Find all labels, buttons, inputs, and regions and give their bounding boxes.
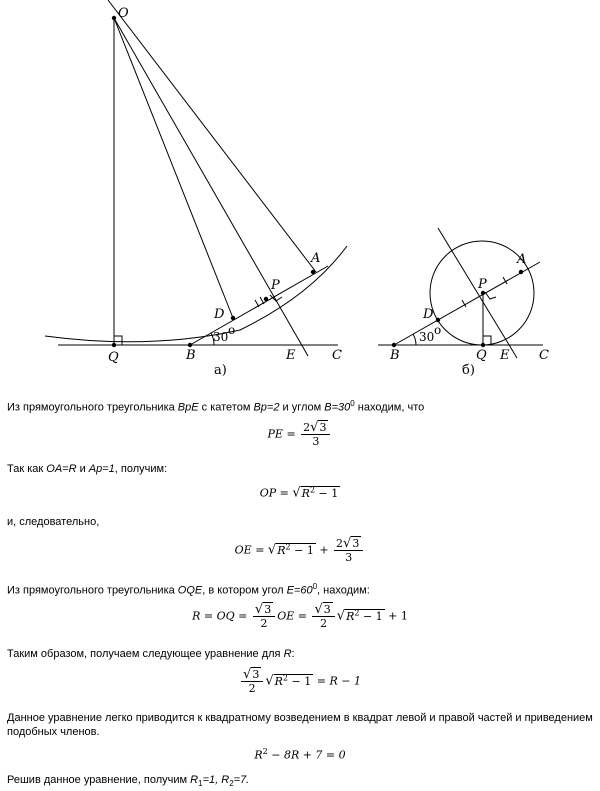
formula-oe: OE = $√R^2 - 1$ + $\frac{2√3}{3}$: [0, 537, 600, 564]
label-e-a: E: [286, 348, 296, 363]
paragraph-5: Таким образом, получаем следующее уравнение для R:: [7, 648, 295, 660]
paragraph-1: Из прямоугольного треугольника BpE с катетом Bp=2 и углом $B=30^0$ находим, что: [7, 399, 425, 414]
label-c-a: C: [332, 348, 342, 363]
figure-a-points: [112, 16, 315, 347]
label-c-b: C: [539, 348, 549, 363]
paragraph-3: и, следовательно,: [7, 516, 100, 528]
label-d-b: D: [423, 307, 434, 322]
geometry-figures: [0, 0, 600, 380]
figure-a-labels: [108, 6, 342, 378]
label-q-a: Q: [108, 350, 119, 365]
line-od-a: [114, 18, 233, 318]
label-d-a: D: [214, 307, 225, 322]
paragraph-4: Из прямоугольного треугольника OQE, в котором угол $E=60^0$, находим:: [7, 582, 370, 597]
label-a-b: A: [517, 252, 527, 267]
paragraph-7: Решив данное уравнение, получим $R_1=1$, $R_2=7$.: [7, 774, 250, 789]
formula-equation: $\frac{√3}{2}$ $√R^2 - 1 = R - 1$: [243, 667, 361, 695]
angle-degree-b: o: [434, 323, 442, 337]
label-p-b: P: [478, 277, 487, 292]
caption-a: а): [214, 363, 227, 378]
label-p-a: P: [271, 278, 280, 293]
tick-a1: [255, 300, 259, 307]
label-b-b: B: [390, 348, 400, 363]
figure-b: [378, 228, 543, 358]
formula-op: OP = $√R^2 - 1$: [259, 485, 339, 501]
angle-arc-b: [413, 334, 416, 345]
label-a-a: A: [311, 251, 321, 266]
line-oa-a: [108, 0, 316, 272]
figure-a: [45, 0, 347, 356]
line-perp-b: [438, 228, 517, 358]
formula-quadratic: $R^2 - 8R + 7 = 0$: [254, 747, 346, 762]
paragraph-6: Данное уравнение легко приводится к квадратному возведением в квадрат левой и правой частей и приведением подобных членов.: [7, 712, 593, 738]
right-angle-p-b: [485, 292, 496, 299]
label-e-b: E: [500, 348, 510, 363]
label-o-a: O: [118, 6, 129, 21]
angle-label-b: 30: [419, 330, 435, 344]
formula-r: R = OQ = $\frac{√3}{2}$ OE = $\frac{√3}{2}$ $√R^2 - 1 + 1$: [192, 602, 408, 630]
arc-a: [45, 246, 347, 342]
paragraph-2: Так как OA=R и Ap=1, получим:: [7, 463, 168, 475]
angle-label-a: 30: [213, 330, 229, 344]
label-b-a: B: [186, 348, 196, 363]
line-ba-b: [394, 262, 540, 345]
tick-a2: [260, 297, 264, 304]
caption-b: б): [462, 363, 475, 378]
formula-pe: PE = $\frac{2√3}{3}$: [0, 421, 600, 448]
angle-degree-a: o: [228, 323, 236, 337]
line-ba-a: [190, 266, 328, 345]
line-oe-a: [114, 18, 308, 356]
label-q-b: Q: [476, 348, 487, 363]
